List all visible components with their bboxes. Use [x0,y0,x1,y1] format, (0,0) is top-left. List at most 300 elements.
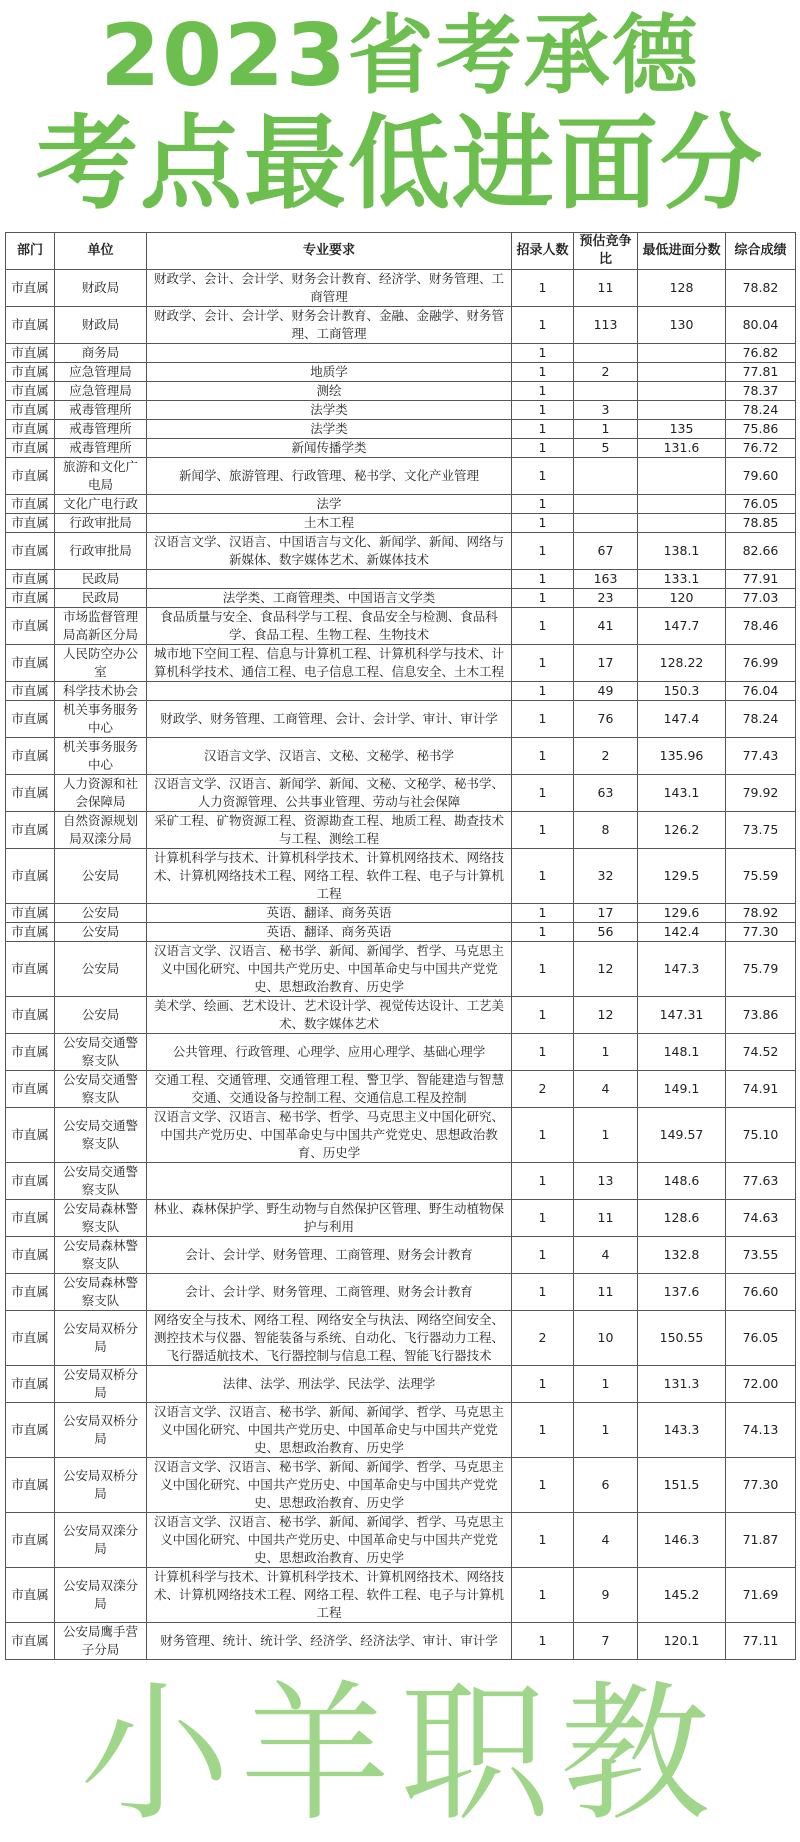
cell-major: 地质学 [147,363,512,382]
cell-competition-ratio: 23 [574,589,638,608]
cell-hires: 1 [512,382,574,401]
cell-total-score: 76.05 [726,1311,796,1366]
cell-department: 市直属 [6,270,55,307]
cell-competition-ratio: 1 [574,1366,638,1403]
cell-hires: 1 [512,1200,574,1237]
cell-major: 财政学、会计、会计学、财务会计教育、经济学、财务管理、工商管理 [147,270,512,307]
cell-department: 市直属 [6,1200,55,1237]
cell-min-score: 130 [638,307,726,344]
cell-department: 市直属 [6,363,55,382]
cell-unit: 公安局双桥分局 [55,1403,147,1458]
cell-min-score: 143.3 [638,1403,726,1458]
cell-department: 市直属 [6,1034,55,1071]
cell-min-score: 146.3 [638,1513,726,1568]
table-row [6,923,796,942]
cell-competition-ratio: 76 [574,701,638,738]
cell-competition-ratio [574,495,638,514]
table-row [6,608,796,645]
cell-hires: 1 [512,904,574,923]
cell-competition-ratio [574,514,638,533]
cell-department: 市直属 [6,1274,55,1311]
cell-total-score: 78.24 [726,701,796,738]
overlay-title-line2: 考点最低进面分 [36,105,764,224]
cell-hires: 1 [512,1623,574,1660]
cell-min-score: 137.6 [638,1274,726,1311]
cell-min-score [638,514,726,533]
cell-min-score: 147.3 [638,942,726,997]
cell-min-score: 148.6 [638,1163,726,1200]
cell-department: 市直属 [6,1071,55,1108]
cell-department: 市直属 [6,458,55,495]
cell-unit: 应急管理局 [55,363,147,382]
cell-competition-ratio: 11 [574,1274,638,1311]
cell-competition-ratio: 1 [574,1108,638,1163]
cell-total-score: 71.69 [726,1568,796,1623]
cell-competition-ratio: 49 [574,682,638,701]
cell-department: 市直属 [6,1513,55,1568]
cell-competition-ratio: 2 [574,738,638,775]
cell-hires: 2 [512,1311,574,1366]
cell-major: 法学类、工商管理类、中国语言文学类 [147,589,512,608]
watermark: 小羊职教 [79,1668,720,1842]
table-row [6,344,796,363]
cell-unit: 公安局森林警察支队 [55,1237,147,1274]
cell-hires: 1 [512,570,574,589]
cell-min-score: 147.7 [638,608,726,645]
cell-department: 市直属 [6,307,55,344]
cell-total-score: 77.03 [726,589,796,608]
cell-total-score: 79.60 [726,458,796,495]
table-row [6,1403,796,1458]
cell-min-score: 149.1 [638,1071,726,1108]
cell-competition-ratio: 17 [574,904,638,923]
table-row [6,1108,796,1163]
cell-hires: 2 [512,1071,574,1108]
header-competition-ratio: 预估竞争比 [574,233,638,270]
cell-competition-ratio: 3 [574,401,638,420]
cell-min-score: 150.3 [638,682,726,701]
cell-min-score [638,495,726,514]
cell-major [147,682,512,701]
table-body [6,270,796,1660]
cell-unit: 科学技术协会 [55,682,147,701]
cell-total-score: 74.13 [726,1403,796,1458]
cell-unit: 公安局 [55,942,147,997]
cell-major: 公共管理、行政管理、心理学、应用心理学、基础心理学 [147,1034,512,1071]
header-hires: 招录人数 [512,233,574,270]
cell-min-score: 135 [638,420,726,439]
cell-major: 法学 [147,495,512,514]
cell-major: 美术学、绘画、艺术设计、艺术设计学、视觉传达设计、工艺美术、数字媒体艺术 [147,997,512,1034]
cell-min-score: 131.3 [638,1366,726,1403]
cell-department: 市直属 [6,401,55,420]
cell-min-score: 128.6 [638,1200,726,1237]
cell-total-score: 78.82 [726,270,796,307]
cell-hires: 1 [512,645,574,682]
cell-department: 市直属 [6,570,55,589]
cell-hires: 1 [512,738,574,775]
table-row [6,382,796,401]
cell-hires: 1 [512,363,574,382]
cell-department: 市直属 [6,849,55,904]
cell-hires: 1 [512,1568,574,1623]
cell-min-score: 120 [638,589,726,608]
cell-major: 会计、会计学、财务管理、工商管理、财务会计教育 [147,1237,512,1274]
cell-unit: 应急管理局 [55,382,147,401]
cell-min-score: 129.6 [638,904,726,923]
cell-department: 市直属 [6,701,55,738]
cell-min-score: 151.5 [638,1458,726,1513]
cell-department: 市直属 [6,738,55,775]
cell-department: 市直属 [6,1237,55,1274]
cell-hires: 1 [512,812,574,849]
cell-hires: 1 [512,439,574,458]
cell-department: 市直属 [6,514,55,533]
table-row [6,1237,796,1274]
cell-competition-ratio: 41 [574,608,638,645]
cell-total-score: 72.00 [726,1366,796,1403]
table-row [6,439,796,458]
cell-min-score: 128 [638,270,726,307]
cell-unit: 公安局双滦分局 [55,1568,147,1623]
cell-min-score: 150.55 [638,1311,726,1366]
table-row [6,270,796,307]
table-row [6,738,796,775]
cell-major: 法学类 [147,401,512,420]
cell-major: 交通工程、交通管理、交通管理工程、警卫学、智能建造与智慧交通、交通设备与控制工程、交通信息工程及控制 [147,1071,512,1108]
cell-unit: 公安局 [55,923,147,942]
cell-department: 市直属 [6,1623,55,1660]
cell-total-score: 75.59 [726,849,796,904]
cell-department: 市直属 [6,1568,55,1623]
cell-unit: 戒毒管理所 [55,401,147,420]
table-row [6,942,796,997]
table-row [6,1274,796,1311]
cell-unit: 机关事务服务中心 [55,701,147,738]
cell-unit: 公安局双滦分局 [55,1513,147,1568]
cell-department: 市直属 [6,1366,55,1403]
table-row [6,775,796,812]
cell-competition-ratio: 5 [574,439,638,458]
table-row [6,997,796,1034]
cell-department: 市直属 [6,344,55,363]
cell-competition-ratio: 113 [574,307,638,344]
cell-min-score: 143.1 [638,775,726,812]
cell-unit: 公安局森林警察支队 [55,1200,147,1237]
cell-min-score [638,401,726,420]
header-min-score: 最低进面分数 [638,233,726,270]
cell-major: 汉语言文学、汉语言、秘书学、新闻、新闻学、哲学、马克思主义中国化研究、中国共产党历史、中国革命史与中国共产党党史、思想政治教育、历史学 [147,1403,512,1458]
cell-hires: 1 [512,1274,574,1311]
cell-unit: 公安局双桥分局 [55,1366,147,1403]
cell-department: 市直属 [6,923,55,942]
cell-unit: 机关事务服务中心 [55,738,147,775]
cell-min-score: 128.22 [638,645,726,682]
cell-department: 市直属 [6,439,55,458]
cell-hires: 1 [512,420,574,439]
cell-major: 汉语言文学、汉语言、文秘、文秘学、秘书学 [147,738,512,775]
cell-unit: 公安局森林警察支队 [55,1274,147,1311]
cell-total-score: 73.86 [726,997,796,1034]
cell-total-score: 75.79 [726,942,796,997]
cell-total-score: 76.82 [726,344,796,363]
cell-total-score: 76.04 [726,682,796,701]
cell-department: 市直属 [6,682,55,701]
cell-hires: 1 [512,1403,574,1458]
cell-hires: 1 [512,307,574,344]
cell-hires: 1 [512,608,574,645]
cell-competition-ratio: 11 [574,270,638,307]
cell-major: 汉语言文学、汉语言、秘书学、新闻、新闻学、哲学、马克思主义中国化研究、中国共产党历史、中国革命史与中国共产党党史、思想政治教育、历史学 [147,1513,512,1568]
table-row [6,1568,796,1623]
cell-unit: 财政局 [55,307,147,344]
cell-department: 市直属 [6,812,55,849]
cell-unit: 公安局鹰手营子分局 [55,1623,147,1660]
cell-department: 市直属 [6,942,55,997]
cell-competition-ratio: 9 [574,1568,638,1623]
table-row [6,495,796,514]
header-department: 部门 [6,233,55,270]
cell-unit: 公安局 [55,997,147,1034]
cell-competition-ratio: 8 [574,812,638,849]
cell-min-score: 147.31 [638,997,726,1034]
cell-major: 法律、法学、刑法学、民法学、法理学 [147,1366,512,1403]
header-total-score: 综合成绩 [726,233,796,270]
cell-major [147,570,512,589]
table-row [6,645,796,682]
cell-total-score: 78.92 [726,904,796,923]
cell-total-score: 74.63 [726,1200,796,1237]
cell-total-score: 79.92 [726,775,796,812]
cell-hires: 1 [512,495,574,514]
cell-hires: 1 [512,344,574,363]
cell-min-score: 131.6 [638,439,726,458]
cell-hires: 1 [512,1163,574,1200]
cell-unit: 人力资源和社会保障局 [55,775,147,812]
cell-unit: 民政局 [55,570,147,589]
cell-unit: 财政局 [55,270,147,307]
cell-major: 汉语言文学、汉语言、秘书学、哲学、马克思主义中国化研究、中国共产党历史、中国革命史与中国共产党党史、思想政治教育、历史学 [147,1108,512,1163]
cell-major: 会计、会计学、财务管理、工商管理、财务会计教育 [147,1274,512,1311]
cell-competition-ratio: 1 [574,1403,638,1458]
table-row [6,589,796,608]
table-row [6,570,796,589]
cell-department: 市直属 [6,904,55,923]
cell-major: 计算机科学与技术、计算机科学技术、计算机网络技术、网络技术、计算机网络技术工程、网络工程、软件工程、电子与计算机工程 [147,849,512,904]
cell-total-score: 77.30 [726,923,796,942]
cell-total-score: 76.05 [726,495,796,514]
cell-major: 财务管理、统计、统计学、经济学、经济法学、审计、审计学 [147,1623,512,1660]
table-row [6,1623,796,1660]
cell-total-score: 73.75 [726,812,796,849]
cell-competition-ratio: 10 [574,1311,638,1366]
cell-competition-ratio [574,458,638,495]
cell-hires: 1 [512,1366,574,1403]
cell-min-score: 132.8 [638,1237,726,1274]
cell-major: 采矿工程、矿物资源工程、资源勘查工程、地质工程、勘查技术与工程、测绘工程 [147,812,512,849]
cell-department: 市直属 [6,495,55,514]
cell-competition-ratio: 1 [574,420,638,439]
cell-hires: 1 [512,458,574,495]
cell-total-score: 78.46 [726,608,796,645]
cell-hires: 1 [512,997,574,1034]
cell-hires: 1 [512,942,574,997]
cell-major: 新闻传播学类 [147,439,512,458]
cell-major: 汉语言文学、汉语言、新闻学、新闻、文秘、文秘学、秘书学、人力资源管理、公共事业管理、劳动与社会保障 [147,775,512,812]
cell-total-score: 71.87 [726,1513,796,1568]
cell-competition-ratio: 4 [574,1513,638,1568]
cell-min-score: 133.1 [638,570,726,589]
cell-min-score: 126.2 [638,812,726,849]
cell-hires: 1 [512,1513,574,1568]
cell-major: 英语、翻译、商务英语 [147,904,512,923]
cell-department: 市直属 [6,420,55,439]
table-row [6,904,796,923]
cell-department: 市直属 [6,608,55,645]
cell-min-score: 142.4 [638,923,726,942]
cell-unit: 戒毒管理所 [55,420,147,439]
cell-total-score: 74.52 [726,1034,796,1071]
table-row [6,812,796,849]
cell-total-score: 74.91 [726,1071,796,1108]
cell-major: 财政学、财务管理、工商管理、会计、会计学、审计、审计学 [147,701,512,738]
table-row [6,1311,796,1366]
cell-major [147,1163,512,1200]
cell-total-score: 77.63 [726,1163,796,1200]
cell-min-score [638,458,726,495]
cell-unit: 行政审批局 [55,514,147,533]
cell-total-score: 77.11 [726,1623,796,1660]
table-row [6,363,796,382]
cell-department: 市直属 [6,1403,55,1458]
cell-hires: 1 [512,270,574,307]
cell-major: 网络安全与技术、网络工程、网络安全与执法、网络空间安全、测控技术与仪器、智能装备与系统、自动化、飞行器动力工程、飞行器适航技术、飞行器控制与信息工程、智能飞行器技术 [147,1311,512,1366]
cell-competition-ratio: 12 [574,942,638,997]
table-row [6,1071,796,1108]
cell-unit: 公安局交通警察支队 [55,1108,147,1163]
cell-total-score: 76.60 [726,1274,796,1311]
cell-unit: 公安局双桥分局 [55,1311,147,1366]
cell-competition-ratio: 12 [574,997,638,1034]
cell-department: 市直属 [6,1311,55,1366]
cell-min-score: 145.2 [638,1568,726,1623]
cell-hires: 1 [512,401,574,420]
cell-competition-ratio: 56 [574,923,638,942]
cell-hires: 1 [512,682,574,701]
cell-total-score: 77.81 [726,363,796,382]
cell-unit: 市场监督管理局高新区分局 [55,608,147,645]
cell-major: 汉语言文学、汉语言、秘书学、新闻、新闻学、哲学、马克思主义中国化研究、中国共产党历史、中国革命史与中国共产党党史、思想政治教育、历史学 [147,942,512,997]
cell-min-score: 129.5 [638,849,726,904]
cell-hires: 1 [512,533,574,570]
cell-total-score: 78.37 [726,382,796,401]
cell-min-score [638,382,726,401]
title-banner [0,0,800,232]
table-row [6,533,796,570]
table-row [6,514,796,533]
cell-unit: 公安局交通警察支队 [55,1071,147,1108]
cell-unit: 行政审批局 [55,533,147,570]
cell-unit: 自然资源规划局双滦分局 [55,812,147,849]
cell-major: 城市地下空间工程、信息与计算机工程、计算机科学与技术、计算机科学技术、通信工程、电子信息工程、信息安全、土木工程 [147,645,512,682]
cell-hires: 1 [512,1458,574,1513]
cell-major: 计算机科学与技术、计算机科学技术、计算机网络技术、网络技术、计算机网络技术工程、网络工程、软件工程、电子与计算机工程 [147,1568,512,1623]
cell-major: 林业、森林保护学、野生动物与自然保护区管理、野生动植物保护与利用 [147,1200,512,1237]
cell-hires: 1 [512,701,574,738]
cell-total-score: 75.10 [726,1108,796,1163]
cell-competition-ratio: 67 [574,533,638,570]
cell-competition-ratio: 4 [574,1071,638,1108]
cell-total-score: 77.43 [726,738,796,775]
cell-min-score: 147.4 [638,701,726,738]
cell-total-score: 73.55 [726,1237,796,1274]
cell-hires: 1 [512,1108,574,1163]
cell-total-score: 76.72 [726,439,796,458]
cell-major: 食品质量与安全、食品科学与工程、食品安全与检测、食品科学、食品工程、生物工程、生物技术 [147,608,512,645]
cell-department: 市直属 [6,775,55,812]
cell-department: 市直属 [6,1163,55,1200]
cell-competition-ratio: 11 [574,1200,638,1237]
cell-competition-ratio [574,382,638,401]
score-table [5,232,796,1660]
cell-major: 汉语言文学、汉语言、中国语言与文化、新闻学、新闻、网络与新媒体、数字媒体艺术、新媒体技术 [147,533,512,570]
cell-hires: 1 [512,775,574,812]
cell-min-score [638,344,726,363]
table-row [6,1458,796,1513]
table-row [6,1200,796,1237]
table-row [6,458,796,495]
cell-department: 市直属 [6,997,55,1034]
cell-total-score: 78.85 [726,514,796,533]
cell-hires: 1 [512,923,574,942]
cell-major [147,344,512,363]
cell-major: 英语、翻译、商务英语 [147,923,512,942]
cell-competition-ratio: 17 [574,645,638,682]
cell-hires: 1 [512,1237,574,1274]
cell-competition-ratio: 4 [574,1237,638,1274]
cell-department: 市直属 [6,1458,55,1513]
cell-competition-ratio: 6 [574,1458,638,1513]
cell-competition-ratio: 13 [574,1163,638,1200]
cell-total-score: 77.30 [726,1458,796,1513]
cell-hires: 1 [512,589,574,608]
cell-hires: 1 [512,849,574,904]
cell-min-score: 120.1 [638,1623,726,1660]
cell-unit: 商务局 [55,344,147,363]
cell-total-score: 75.86 [726,420,796,439]
cell-competition-ratio: 32 [574,849,638,904]
table-row [6,1366,796,1403]
cell-total-score: 82.66 [726,533,796,570]
table-row [6,849,796,904]
cell-competition-ratio [574,344,638,363]
cell-major: 测绘 [147,382,512,401]
cell-unit: 公安局交通警察支队 [55,1163,147,1200]
cell-total-score: 76.99 [726,645,796,682]
cell-unit: 公安局 [55,904,147,923]
cell-unit: 文化广电行政 [55,495,147,514]
table-row [6,1513,796,1568]
cell-major: 财政学、会计、会计学、财务会计教育、金融、金融学、财务管理、工商管理 [147,307,512,344]
table-row [6,307,796,344]
cell-major: 法学类 [147,420,512,439]
cell-hires: 1 [512,1034,574,1071]
cell-unit: 公安局 [55,849,147,904]
cell-major: 新闻学、旅游管理、行政管理、秘书学、文化产业管理 [147,458,512,495]
cell-unit: 公安局双桥分局 [55,1458,147,1513]
cell-department: 市直属 [6,533,55,570]
cell-hires: 1 [512,514,574,533]
